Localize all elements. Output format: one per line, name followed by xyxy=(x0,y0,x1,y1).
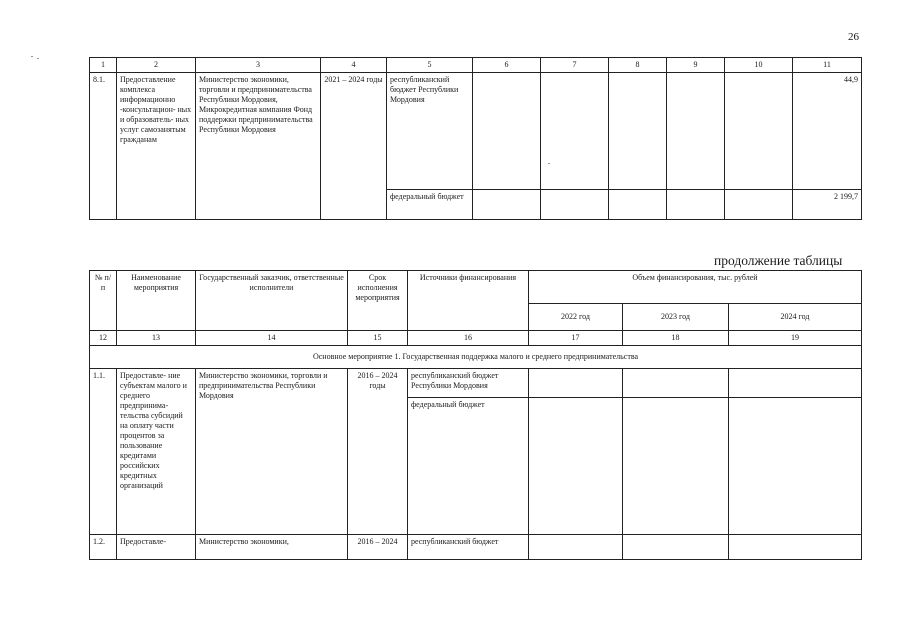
empty-cell xyxy=(623,398,729,535)
column-number: 15 xyxy=(348,331,408,346)
funding-source: республиканский бюджет Республики Мордовия xyxy=(408,369,529,398)
funding-source: федеральный бюджет xyxy=(408,398,529,535)
customer: Министерство экономики, xyxy=(196,535,348,560)
row-number: 1.2. xyxy=(90,535,117,560)
column-number: 13 xyxy=(117,331,196,346)
column-number: 7 xyxy=(541,58,609,73)
header-num: № п/п xyxy=(90,271,117,331)
funding-value: 2 199,7 xyxy=(793,190,862,220)
empty-cell xyxy=(609,190,667,220)
column-number: 16 xyxy=(408,331,529,346)
header-name: Наименование мероприятия xyxy=(117,271,196,331)
table-part-1 xyxy=(89,57,862,220)
column-number: 9 xyxy=(667,58,725,73)
row-number: 8.1. xyxy=(90,73,117,220)
column-number: 18 xyxy=(623,331,729,346)
funding-source: республиканский бюджет Республики Мордовия xyxy=(387,73,473,190)
column-number: 8 xyxy=(609,58,667,73)
empty-cell xyxy=(529,369,623,398)
empty-cell xyxy=(473,73,541,190)
header-year: 2022 год xyxy=(529,304,623,331)
period: 2016 – 2024 xyxy=(348,535,408,560)
column-number: 1 xyxy=(90,58,117,73)
continuation-label: продолжение таблицы xyxy=(714,253,843,268)
empty-cell xyxy=(541,190,609,220)
header-period: Срок исполнения мероприятия xyxy=(348,271,408,331)
empty-cell xyxy=(729,535,862,560)
column-number: 12 xyxy=(90,331,117,346)
column-number: 4 xyxy=(321,58,387,73)
empty-cell xyxy=(609,73,667,190)
empty-cell xyxy=(529,398,623,535)
table-row xyxy=(90,369,862,398)
empty-cell xyxy=(541,73,609,190)
table-part-2 xyxy=(89,270,862,560)
empty-cell xyxy=(725,73,793,190)
page-number: 26 xyxy=(848,31,859,43)
header-row xyxy=(90,271,862,304)
empty-cell xyxy=(729,398,862,535)
funding-source: федеральный бюджет xyxy=(387,190,473,220)
column-number: 6 xyxy=(473,58,541,73)
empty-cell xyxy=(623,535,729,560)
header-customer: Государственный заказчик, ответственные исполнители xyxy=(196,271,348,331)
column-number: 19 xyxy=(729,331,862,346)
funding-value: 44,9 xyxy=(793,73,862,190)
scan-speck xyxy=(37,58,39,59)
column-number: 2 xyxy=(117,58,196,73)
period: 2016 – 2024 годы xyxy=(348,369,408,535)
empty-cell xyxy=(623,369,729,398)
column-number-row xyxy=(90,58,862,73)
customer: Министерство экономики, торговли и предпринимательства Республики Мордовия xyxy=(196,369,348,535)
column-number: 17 xyxy=(529,331,623,346)
activity-name: Предоставле- xyxy=(117,535,196,560)
column-number-row xyxy=(90,331,862,346)
empty-cell xyxy=(667,73,725,190)
empty-cell xyxy=(729,369,862,398)
table-row xyxy=(90,73,862,190)
header-funding: Объем финансирования, тыс. рублей xyxy=(529,271,862,304)
scan-speck xyxy=(31,56,33,57)
activity-name: Предоставление комплекса информационно -консультацион- ных и образователь- ных услуг самозанятым гражданам xyxy=(117,73,196,220)
empty-cell xyxy=(725,190,793,220)
column-number: 14 xyxy=(196,331,348,346)
activity-name: Предоставле- ние субъектам малого и среднего предпринима- тельства субсидий на оплату части процентов за пользование кредитами российских кредитных организаций xyxy=(117,369,196,535)
header-year: 2024 год xyxy=(729,304,862,331)
table-row xyxy=(90,535,862,560)
funding-source: республиканский бюджет xyxy=(408,535,529,560)
row-number: 1.1. xyxy=(90,369,117,535)
empty-cell xyxy=(529,535,623,560)
column-number: 5 xyxy=(387,58,473,73)
column-number: 3 xyxy=(196,58,321,73)
empty-cell xyxy=(473,190,541,220)
column-number: 10 xyxy=(725,58,793,73)
header-sources: Источники финансирования xyxy=(408,271,529,331)
empty-cell xyxy=(667,190,725,220)
executors: Министерство экономики, торговли и предпринимательства Республики Мордовия, Микрокредитная компания Фонд поддержки предпринимательства Республики Мордовия xyxy=(196,73,321,220)
period: 2021 – 2024 годы xyxy=(321,73,387,220)
header-year: 2023 год xyxy=(623,304,729,331)
section-row xyxy=(90,346,862,369)
column-number: 11 xyxy=(793,58,862,73)
section-title: Основное мероприятие 1. Государственная поддержка малого и среднего предпринимательства xyxy=(90,346,862,369)
